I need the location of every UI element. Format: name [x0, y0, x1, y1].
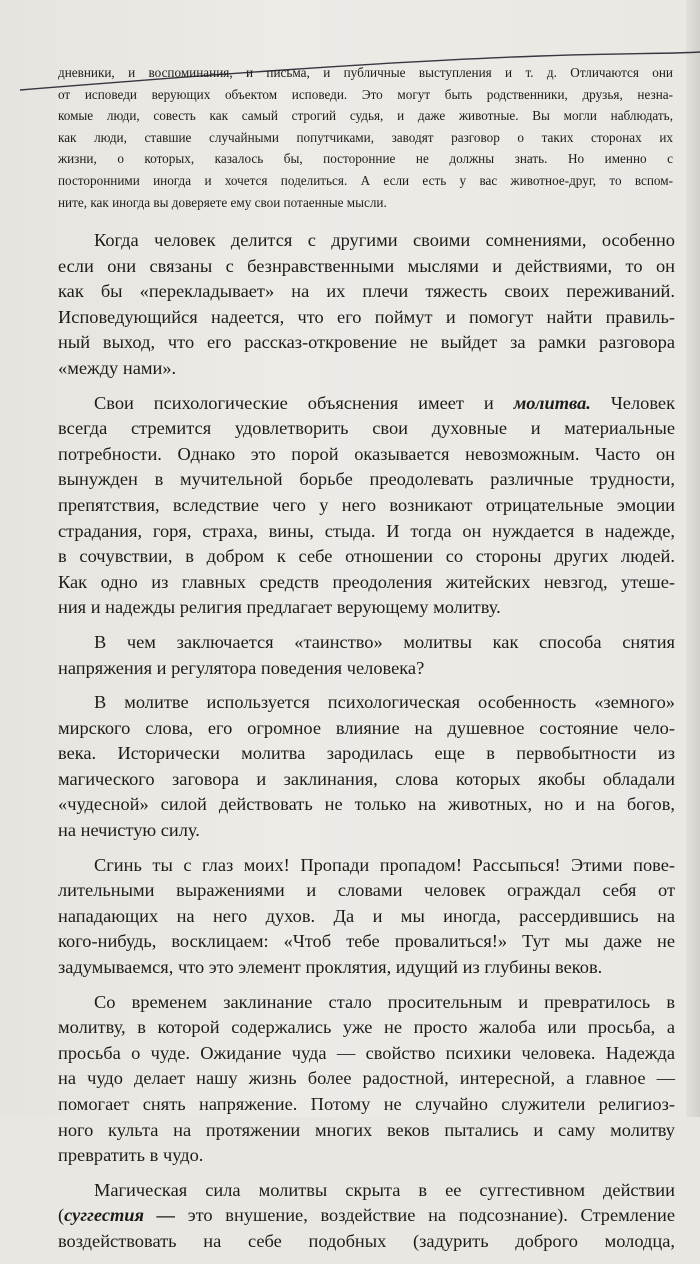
text-line — [58, 1203, 675, 1229]
text-line: задумываемся, что это элемент проклятия, идущий из глубины веков. — [58, 957, 603, 978]
paragraph-prayer — [58, 391, 675, 621]
text-line: просьба о чуде. Ожидание чуда — свойство психики человека. Надежда — [58, 1042, 675, 1063]
term-prayer: молитва. — [513, 392, 591, 413]
paragraph-suggestion — [58, 1178, 675, 1255]
text-line: молитву, в которой содержались уже не просто жалоба или просьба, а — [58, 1017, 675, 1038]
text-line: превратить в чудо. — [58, 1145, 204, 1166]
text-line: в сочувствии, в добром к себе отношении со стороны других людей. — [58, 546, 675, 567]
text-line: вынужден в мучительной борьбе преодолевать различные трудности, — [58, 469, 675, 490]
text-line: Сгинь ты с глаз моих! Пропади пропадом! Рассыпься! Этими пове- — [94, 854, 675, 875]
text-line: страдания, горя, страха, вины, стыда. И тогда он нуждается в надежде, — [58, 520, 675, 541]
paragraph — [58, 690, 675, 844]
text-line: мирского слова, его огромное влияние на душевное состояние чело- — [58, 717, 675, 738]
text-line: Магическая сила молитвы скрыта в ее суггестивном действии — [94, 1179, 675, 1200]
paragraph — [58, 630, 675, 681]
paragraph — [58, 990, 675, 1169]
text-line: лительными выражениями и словами человек ограждал себя от — [58, 880, 675, 901]
intro-line: ните, как иногда вы доверяете ему свои потаенные мысли. — [58, 194, 387, 210]
text-line: ного культа на протяжении многих веков пытались и саму молитву — [58, 1119, 675, 1140]
text-line: магического заговора и заклинания, слова которых якобы обладали — [58, 768, 675, 789]
term-suggestion: суггестия — — [64, 1205, 176, 1226]
text-line: Когда человек делится с другими своими сомнениями, особенно — [94, 230, 675, 250]
text-line: века. Исторически молитва зародилась еще в первобытности из — [58, 743, 675, 764]
text-line: на нечистую силу. — [58, 820, 200, 841]
text-line: В молитве используется психологическая особенность «земного» — [94, 692, 675, 713]
intro-line: жизни, о которых, казалось бы, посторонние не должны знать. Но именно с — [58, 151, 673, 167]
text-line: как бы «перекладывает» на их плечи тяжесть своих переживаний. — [58, 281, 675, 302]
paragraph — [58, 853, 675, 981]
text-line: Со временем заклинание стало просительным и превратилось в — [94, 991, 675, 1012]
page-edge-shadow — [686, 0, 700, 1117]
text-fragment: Человек — [590, 392, 675, 413]
text-fragment: Свои психологические объяснения имеет и — [94, 392, 514, 413]
paragraph — [58, 228, 675, 382]
intro-paragraph — [58, 62, 673, 213]
text-line: Как одно из главных средств преодоления житейских невзгод, утеше- — [58, 571, 675, 592]
text-line: если они связаны с безнравственными мыслями и действиями, то он — [58, 255, 675, 276]
intro-line: дневники, и воспоминания, и письма, и публичные выступления и т. д. Отличаются они — [58, 65, 673, 80]
text-line: препятствия, вследствие чего у него возникают отрицательные эмоции — [58, 494, 675, 515]
main-text — [58, 228, 675, 1264]
text-fragment: ( — [58, 1205, 65, 1226]
intro-line: как люди, ставшие случайными попутчиками, заводят разговор о таких сторонах их — [58, 129, 673, 145]
text-line: потребности. Однако это порой оказывается невозможным. Часто он — [58, 443, 675, 464]
text-line — [58, 391, 675, 417]
text-line: В чем заключается «таинство» молитвы как способа снятия — [94, 631, 675, 652]
text-line: нападающих на него духов. Да и мы иногда, рассердившись на — [58, 905, 675, 926]
text-line: помогает снять напряжение. Потому не случайно служители религиоз- — [58, 1094, 675, 1114]
text-line: Исповедующийся надеется, что его поймут и помогут найти правиль- — [58, 306, 675, 327]
text-line: кого-нибудь, восклицаем: «Чтоб тебе провалиться!» Тут мы даже не — [58, 931, 675, 952]
intro-line: комые люди, совесть как самый строгий судья, и даже животные. Вы могли наблюдать, — [58, 108, 673, 124]
intro-line: посторонними иногда и хочется поделиться. А если есть у вас животное-друг, то вспом- — [58, 172, 673, 188]
text-line: «чудесной» силой действовать не только на животных, но и на богов, — [58, 794, 675, 815]
text-line: «между нами». — [58, 357, 177, 378]
text-line: на чудо делает нашу жизнь более радостной, интересной, а главное — — [58, 1068, 675, 1089]
text-fragment: это внушение, воздействие на подсознание). Стремление — [175, 1205, 675, 1226]
text-line: воздействовать на себе подобных (задурить доброго молодца, — [58, 1230, 675, 1251]
text-line: ный выход, что его рассказ-откровение не выйдет за рамки разговора — [58, 332, 675, 353]
text-line: напряжения и регулятора поведения человека? — [58, 657, 425, 678]
text-line: ния и надежды религия предлагает верующему молитву. — [58, 597, 501, 618]
intro-line: от исповеди верующих объектом исповеди. Это могут быть родственники, друзья, незна- — [58, 86, 673, 102]
text-line: всегда стремится удовлетворить свои духовные и материальные — [58, 418, 675, 439]
